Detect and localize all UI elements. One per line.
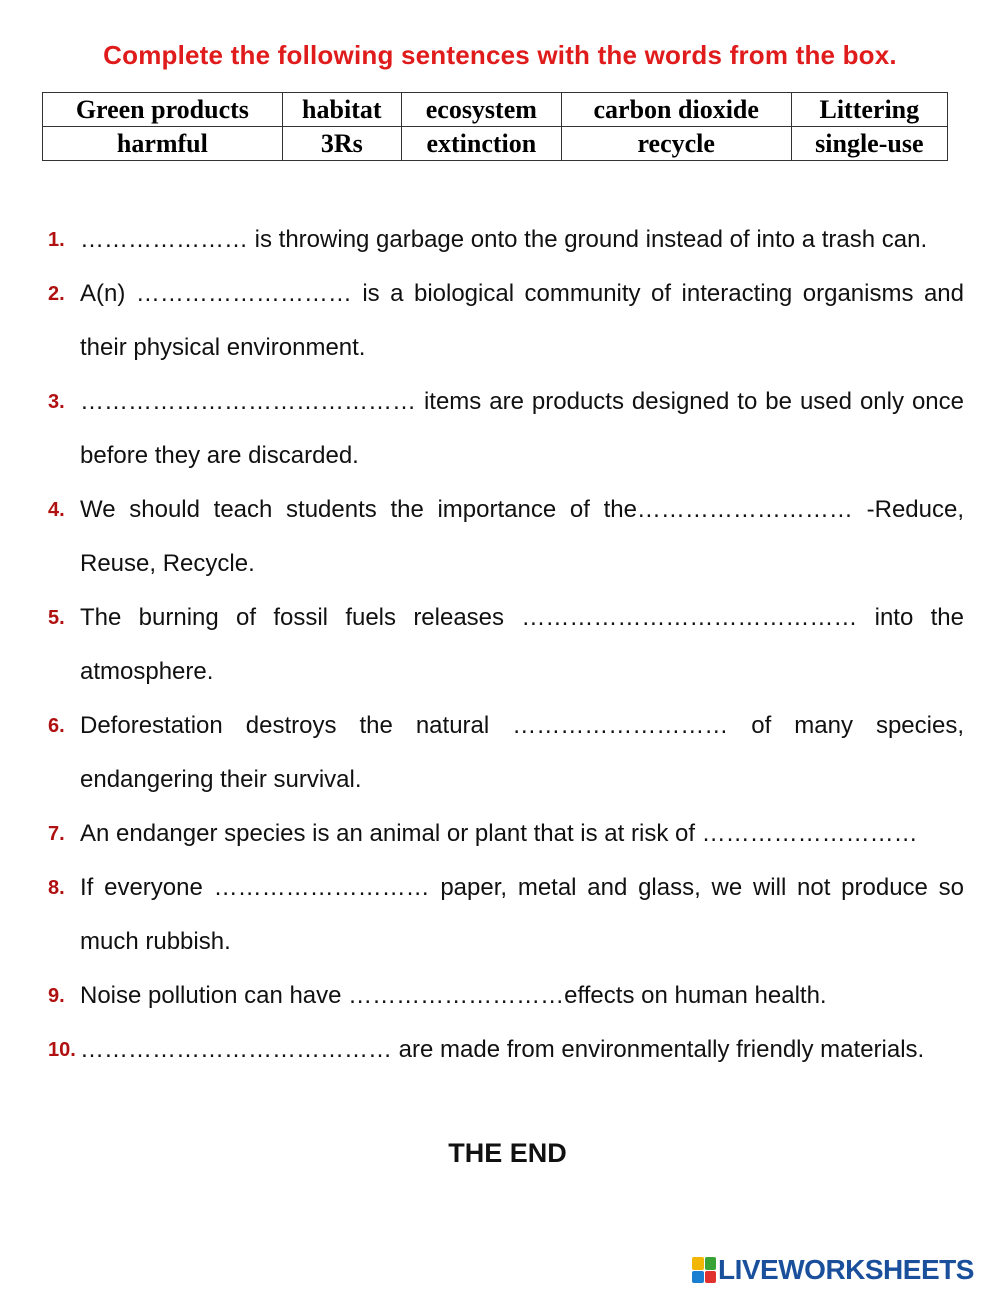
word-box-cell: ecosystem bbox=[401, 93, 561, 127]
question-number: 2. bbox=[48, 283, 65, 305]
question-item bbox=[48, 1023, 964, 1077]
question-number: 7. bbox=[48, 823, 65, 845]
question-text: ………………………………… are made from environmentally friendly materials. bbox=[80, 1036, 925, 1063]
question-number: 6. bbox=[48, 715, 65, 737]
word-box-cell: extinction bbox=[401, 127, 561, 161]
question-number: 4. bbox=[48, 499, 65, 521]
word-box-cell: habitat bbox=[282, 93, 401, 127]
question-text: ………………… is throwing garbage onto the ground instead of into a trash can. bbox=[80, 226, 928, 253]
question-number: 1. bbox=[48, 229, 65, 251]
end-text: THE END bbox=[448, 1138, 567, 1168]
word-box-cell: recycle bbox=[561, 127, 791, 161]
question-item bbox=[48, 699, 964, 807]
question-number: 9. bbox=[48, 985, 65, 1007]
word-box-cell: 3Rs bbox=[282, 127, 401, 161]
liveworksheets-logo[interactable] bbox=[692, 1253, 974, 1287]
instructions-heading: Complete the following sentences with the words from the box. bbox=[103, 40, 897, 70]
word-box-table bbox=[42, 92, 948, 161]
question-item bbox=[48, 375, 964, 483]
question-text: We should teach students the importance of the……………………… -Reduce, Reuse, Recycle. bbox=[80, 496, 964, 577]
word-box-row bbox=[43, 127, 948, 161]
word-box-cell: Littering bbox=[791, 93, 947, 127]
question-list bbox=[48, 213, 964, 1077]
question-text: An endanger species is an animal or plant that is at risk of ……………………… bbox=[80, 820, 918, 847]
question-item bbox=[48, 861, 964, 969]
question-item bbox=[48, 213, 964, 267]
question-number: 3. bbox=[48, 391, 65, 413]
word-box-row bbox=[43, 93, 948, 127]
question-text: Deforestation destroys the natural ……………………… of many species, endangering their survival. bbox=[80, 712, 964, 793]
question-item bbox=[48, 483, 964, 591]
question-text: If everyone ……………………… paper, metal and glass, we will not produce so much rubbish. bbox=[80, 874, 964, 955]
question-text: …………………………………… items are products designed to be used only once before they are discarded. bbox=[80, 388, 964, 469]
question-item bbox=[48, 267, 964, 375]
question-item bbox=[48, 969, 964, 1023]
question-number: 10. bbox=[48, 1039, 76, 1061]
word-box-cell: harmful bbox=[43, 127, 283, 161]
word-box-cell: single-use bbox=[791, 127, 947, 161]
question-item bbox=[48, 591, 964, 699]
word-box-cell: Green products bbox=[43, 93, 283, 127]
question-text: A(n) ……………………… is a biological community of interacting organisms and their physical environment. bbox=[80, 280, 964, 361]
question-number: 8. bbox=[48, 877, 65, 899]
question-text: Noise pollution can have ………………………effects on human health. bbox=[80, 982, 827, 1009]
question-number: 5. bbox=[48, 607, 65, 629]
word-box-cell: carbon dioxide bbox=[561, 93, 791, 127]
brand-name: LIVEWORKSHEETS bbox=[718, 1254, 974, 1285]
liveworksheets-logo-icon bbox=[692, 1257, 716, 1283]
question-text: The burning of fossil fuels releases …………………………………… into the atmosphere. bbox=[80, 604, 964, 685]
question-item bbox=[48, 807, 964, 861]
